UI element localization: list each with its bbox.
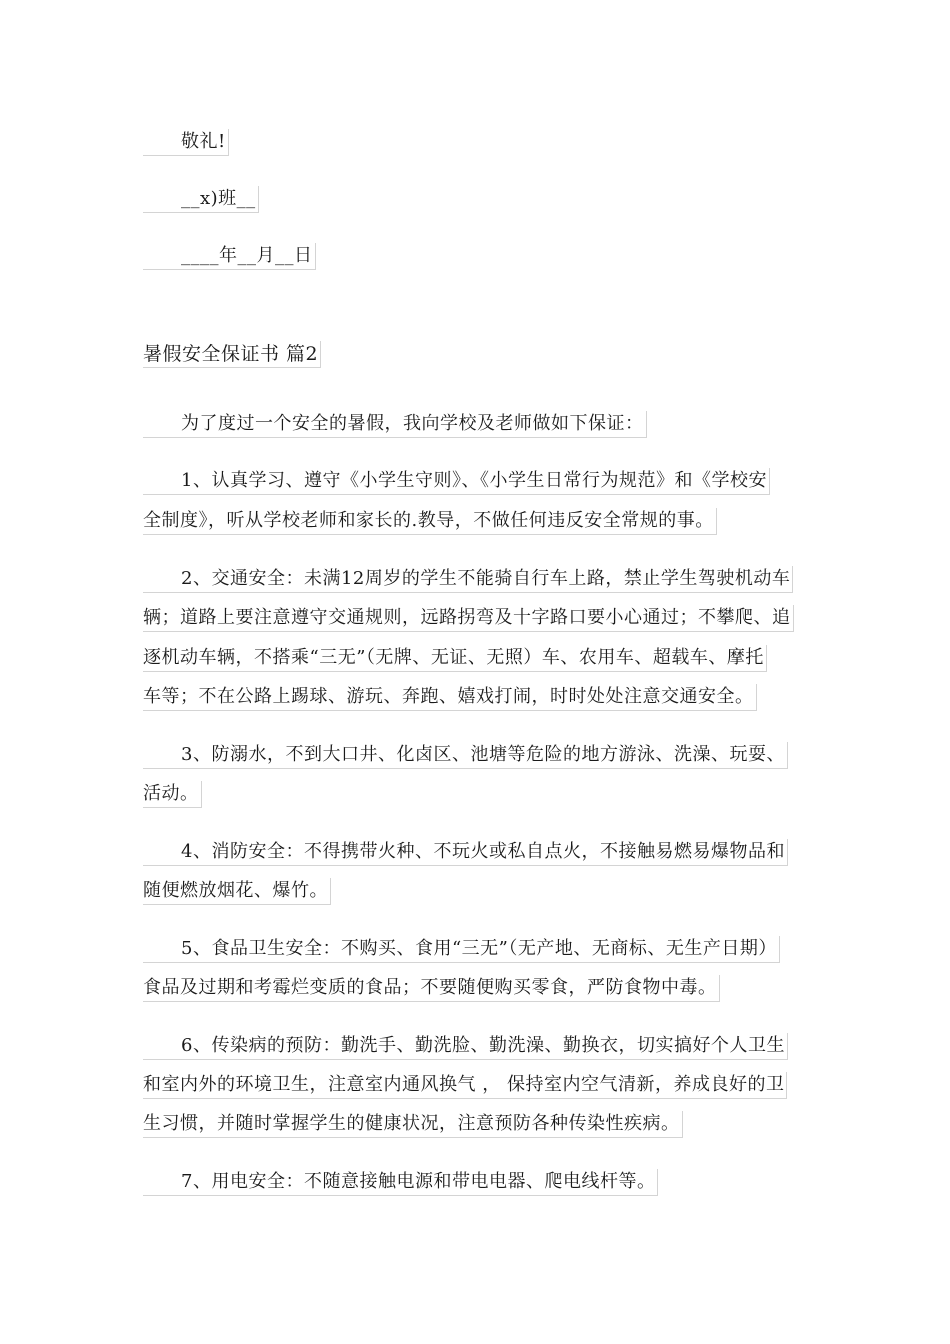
line-text: 和室内外的环境卫生，注意室内通风换气 ， 保持室内空气清新，养成良好的卫 bbox=[143, 1074, 785, 1095]
line-text: __x)班__ bbox=[181, 188, 256, 209]
line-text: 逐机动车辆，不搭乘“三无”（无牌、无证、无照）车、农用车、超载车、摩托 bbox=[143, 647, 764, 668]
item-1-line-1 bbox=[143, 468, 770, 495]
item-2-line-3 bbox=[143, 645, 767, 672]
line-text: ____年__月__日 bbox=[181, 245, 313, 266]
line-text: 4、消防安全：不得携带火种、不玩火或私自点火，不接触易燃易爆物品和 bbox=[181, 841, 785, 862]
item-2-line-2 bbox=[143, 605, 794, 632]
line-text: 3、防溺水，不到大口井、化卤区、池塘等危险的地方游泳、洗澡、玩耍、 bbox=[181, 744, 785, 765]
line-text: 辆；道路上要注意遵守交通规则，远路拐弯及十字路口要小心通过；不攀爬、追 bbox=[143, 607, 791, 628]
item-7-line-1 bbox=[143, 1169, 658, 1196]
item-3-line-1 bbox=[143, 742, 788, 769]
item-5-line-1 bbox=[143, 936, 780, 963]
item-2-line-4 bbox=[143, 684, 757, 711]
line-text: 暑假安全保证书 篇2 bbox=[143, 343, 319, 365]
item-5-line-2 bbox=[143, 975, 720, 1002]
line-text: 7、用电安全：不随意接触电源和带电电器、爬电线杆等。 bbox=[181, 1171, 656, 1192]
line-text: 生习惯，并随时掌握学生的健康状况，注意预防各种传染性疾病。 bbox=[143, 1113, 680, 1134]
line-text: 1、认真学习、遵守《小学生守则》、《小学生日常行为规范》和《学校安 bbox=[181, 470, 767, 491]
line-text: 5、食品卫生安全：不购买、食用“三无”（无产地、无商标、无生产日期） bbox=[181, 938, 777, 959]
closing-salutation bbox=[143, 129, 229, 156]
signature-date bbox=[143, 243, 316, 270]
line-text: 敬礼! bbox=[181, 131, 226, 152]
item-2-line-1 bbox=[143, 566, 793, 593]
item-1-line-2 bbox=[143, 508, 717, 535]
line-text: 全制度》，听从学校老师和家长的.教导，不做任何违反安全常规的事。 bbox=[143, 510, 714, 531]
item-4-line-2 bbox=[143, 878, 331, 905]
section-heading bbox=[143, 341, 321, 368]
item-6-line-3 bbox=[143, 1111, 683, 1138]
line-text: 随便燃放烟花、爆竹。 bbox=[143, 880, 328, 901]
line-text: 6、传染病的预防：勤洗手、勤洗脸、勤洗澡、勤换衣，切实搞好个人卫生 bbox=[181, 1035, 785, 1056]
signature-class bbox=[143, 186, 259, 213]
line-text: 活动。 bbox=[143, 783, 199, 804]
line-text: 2、交通安全：未满12周岁的学生不能骑自行车上路，禁止学生驾驶机动车 bbox=[181, 568, 791, 589]
item-6-line-1 bbox=[143, 1033, 788, 1060]
item-4-line-1 bbox=[143, 839, 788, 866]
line-text: 车等；不在公路上踢球、游玩、奔跑、嬉戏打闹，时时处处注意交通安全。 bbox=[143, 686, 754, 707]
item-6-line-2 bbox=[143, 1072, 787, 1099]
line-text: 为了度过一个安全的暑假，我向学校及老师做如下保证： bbox=[181, 413, 644, 434]
item-3-line-2 bbox=[143, 781, 202, 808]
line-text: 食品及过期和考霉烂变质的食品；不要随便购买零食，严防食物中毒。 bbox=[143, 977, 717, 998]
intro-paragraph bbox=[143, 411, 647, 438]
